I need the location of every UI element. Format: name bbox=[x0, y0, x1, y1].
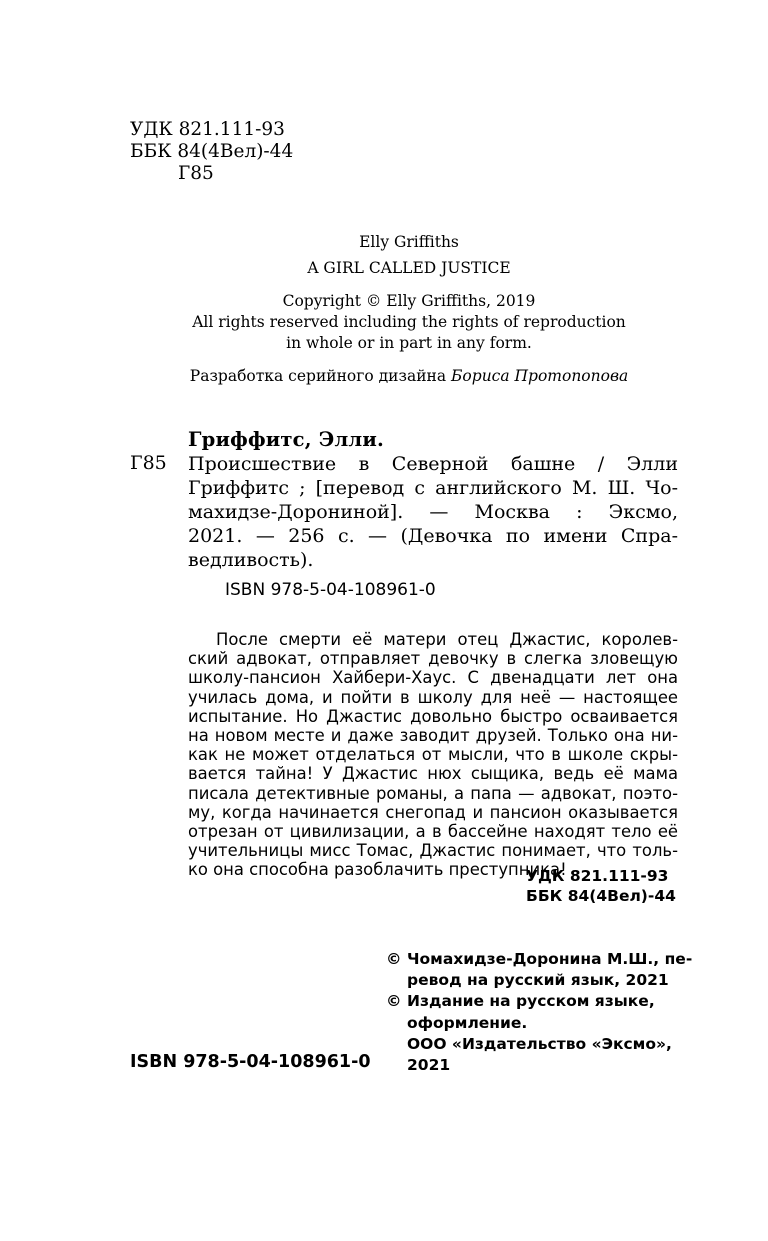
annotation-line: ко она способна разоблачить преступника! bbox=[188, 860, 567, 880]
annotation-line: испытание. Но Джастис довольно быстро осваивается bbox=[188, 706, 678, 726]
card-line: Гриффитс ; [перевод с английского М. Ш. Чо- bbox=[188, 477, 678, 499]
author-mark: Г85 bbox=[178, 163, 214, 184]
copyright-text: Чомахидзе-Доронина М.Ш., пе- bbox=[407, 950, 693, 968]
copyright-block bbox=[386, 949, 696, 1076]
annotation-line: ский адвокат, отправляет девочку в слегка зловещую bbox=[188, 649, 678, 669]
card-author-code: Г85 bbox=[130, 452, 167, 474]
bbk-code: ББК 84(4Вел)-44 bbox=[130, 141, 294, 162]
copyright-icon: © bbox=[386, 992, 402, 1011]
designer-name: Бориса Протопопова bbox=[451, 367, 629, 385]
annotation-line: школу-пансион Хайбери-Хаус. С двенадцати лет она bbox=[188, 668, 678, 688]
copyright-icon: © bbox=[386, 950, 402, 968]
publisher-copyright bbox=[386, 991, 696, 1076]
original-author: Elly Griffiths bbox=[359, 233, 459, 251]
classification-block bbox=[130, 119, 293, 185]
copyright-text: 2021 bbox=[407, 1056, 451, 1075]
card-line: Происшествие в Северной башне / Элли bbox=[188, 453, 678, 475]
card-description bbox=[188, 452, 678, 572]
annotation-line: вается тайна! У Джастис нюх сыщика, ведь её мама bbox=[188, 764, 678, 784]
annotation bbox=[188, 630, 678, 880]
design-credit-prefix: Разработка серийного дизайна bbox=[189, 367, 452, 385]
card-isbn: ISBN 978-5-04-108961-0 bbox=[225, 580, 436, 600]
copyright-text: оформление. bbox=[407, 1013, 528, 1032]
isbn-main: ISBN 978-5-04-108961-0 bbox=[130, 1052, 371, 1072]
annotation-line: му, когда начинается снегопад и пансион оказывается bbox=[188, 802, 678, 822]
annotation-line: училась дома, и пойти в школу для неё — настоящее bbox=[188, 687, 678, 707]
rights-line: in whole or in part in any form. bbox=[286, 334, 532, 352]
annotation-line: После смерти её матери отец Джастис, королев- bbox=[216, 630, 678, 649]
udk-bbk-block bbox=[526, 866, 676, 906]
design-credit bbox=[130, 366, 688, 387]
card-line: ведливость). bbox=[188, 549, 314, 571]
copyright-text: ООО «Издательство «Эксмо», bbox=[407, 1034, 672, 1053]
card-line: 2021. — 256 с. — (Девочка по имени Спра- bbox=[188, 525, 678, 547]
annotation-line: отрезан от цивилизации, а в бассейне находят тело её bbox=[188, 822, 678, 842]
annotation-line: на новом месте и даже заводит друзей. Только она ни- bbox=[188, 726, 678, 746]
copyright-line: Copyright © Elly Griffiths, 2019 bbox=[282, 292, 536, 310]
udk-code-bold: УДК 821.111-93 bbox=[526, 867, 669, 885]
annotation-line: учительницы мисс Томас, Джастис понимает, что толь- bbox=[188, 841, 678, 861]
copyright-text: ревод на русский язык, 2021 bbox=[407, 971, 669, 990]
bbk-code-bold: ББК 84(4Вел)-44 bbox=[526, 887, 676, 905]
udk-code: УДК 821.111-93 bbox=[130, 119, 285, 140]
original-title: A GIRL CALLED JUSTICE bbox=[307, 259, 511, 277]
card-author-heading: Гриффитс, Элли. bbox=[188, 428, 384, 451]
card-line: махидзе-Дорониной]. — Москва : Эксмо, bbox=[188, 501, 678, 523]
rights-line: All rights reserved including the rights of reproduction bbox=[192, 313, 626, 331]
annotation-line: писала детективные романы, а папа — адвокат, поэто- bbox=[188, 783, 678, 803]
annotation-line: как не может отделаться от мысли, что в школе скры- bbox=[188, 745, 678, 765]
translation-copyright bbox=[386, 949, 696, 991]
copyright-text: Издание на русском языке, bbox=[407, 992, 655, 1011]
